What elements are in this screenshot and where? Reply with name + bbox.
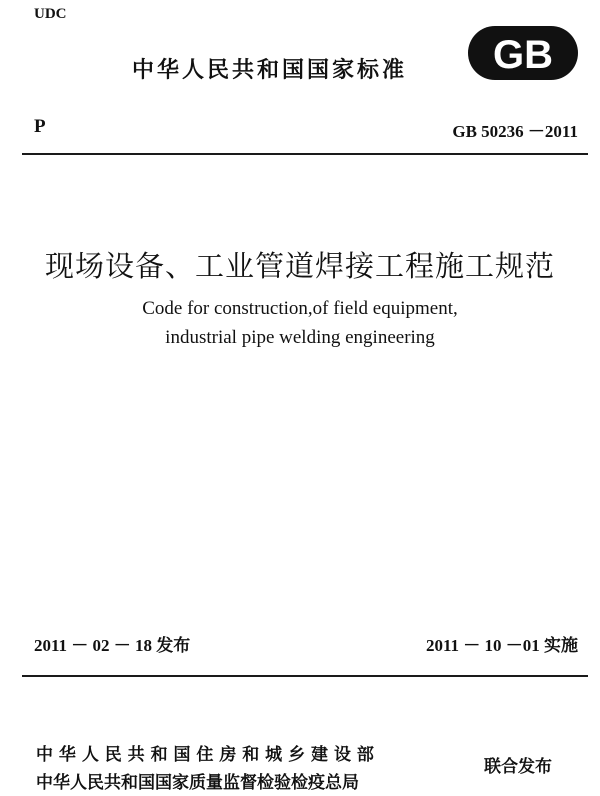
- category-code: P: [34, 116, 46, 137]
- top-divider: [22, 153, 588, 155]
- effective-date: 2011 － 10 －01 实施: [425, 636, 578, 655]
- issuer-ministry: 中 华 人 民 共 和 国 住 房 和 城 乡 建 设 部: [36, 745, 374, 765]
- title-english-line2: industrial pipe welding engineering: [165, 327, 435, 348]
- gb-logo-icon: [466, 24, 580, 82]
- joint-issue-label: 联合发布: [484, 757, 552, 777]
- issue-date: 2011 － 02 － 18 发布: [34, 636, 191, 655]
- udc-label: UDC: [34, 6, 67, 22]
- standard-number: GB 50236 －2011: [452, 122, 578, 141]
- national-standard-heading: 中华人民共和国国家标准: [132, 58, 408, 83]
- bottom-divider: [22, 675, 588, 677]
- title-english-line1: Code for construction,of field equipment,: [142, 298, 458, 319]
- title-chinese: 现场设备、工业管道焊接工程施工规范: [44, 249, 555, 283]
- issuer-aqsiq: 中华人民共和国国家质量监督检验检疫总局: [36, 773, 359, 793]
- gb-logo-text: GB: [493, 33, 553, 77]
